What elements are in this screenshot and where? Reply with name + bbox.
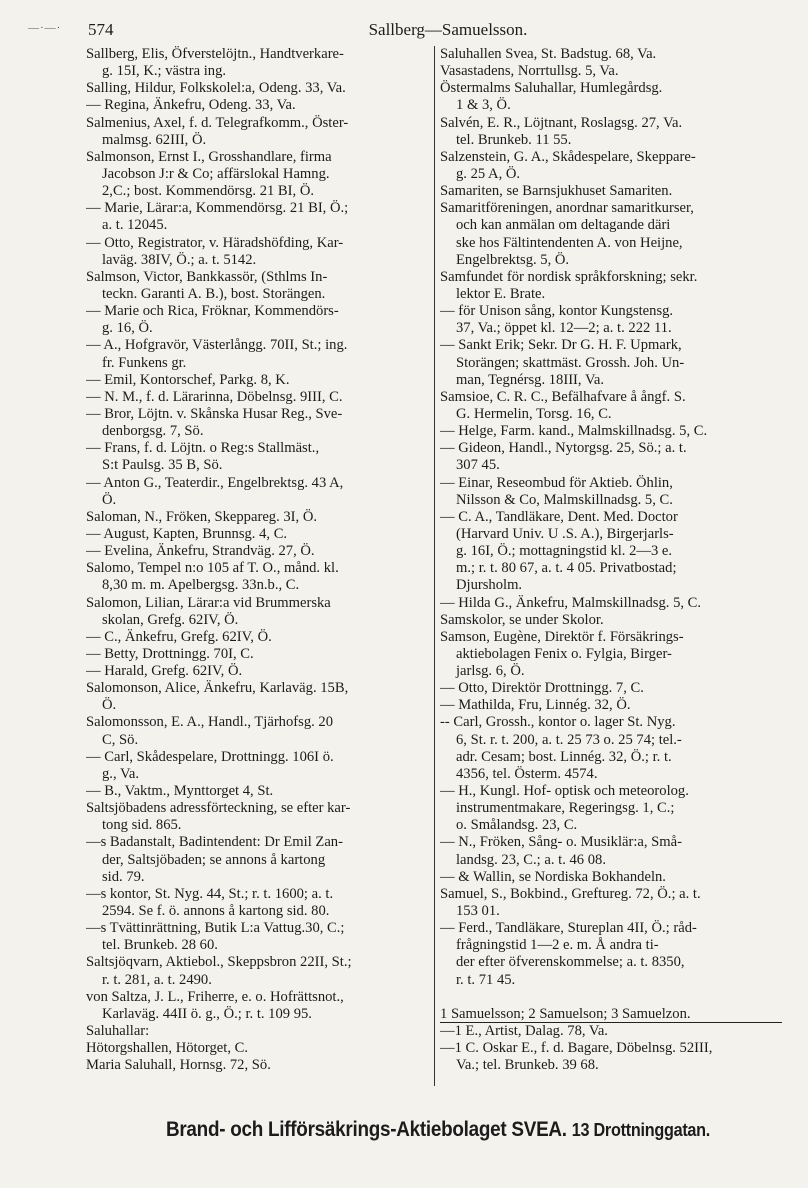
entry-line: Samsioe, C. R. C., Befälhafvare å ångf. S. bbox=[440, 388, 686, 405]
entry-line: Maria Saluhall, Hornsg. 72, Sö. bbox=[86, 1057, 271, 1074]
entry-line: Karlaväg. 44II ö. g., Ö.; r. t. 109 95. bbox=[102, 1005, 312, 1022]
entry-line: C, Sö. bbox=[102, 731, 139, 748]
entry-line: 1 Samuelsson; 2 Samuelson; 3 Samuelzon. bbox=[440, 1005, 691, 1022]
entry-line: — Anton G., Teaterdir., Engelbrektsg. 43 A, bbox=[86, 474, 344, 491]
banner-address: 13 Drottninggatan. bbox=[571, 1120, 711, 1140]
entry-line: — Mathilda, Fru, Linnég. 32, Ö. bbox=[440, 697, 631, 714]
entry-line: — H., Kungl. Hof- optisk och meteorolog. bbox=[440, 783, 689, 800]
page-header bbox=[28, 20, 768, 44]
entry-line: — Otto, Registrator, v. Häradshöfding, Kar- bbox=[86, 234, 344, 251]
entry-line: — N. M., f. d. Lärarinna, Döbelnsg. 9III, C. bbox=[86, 388, 343, 405]
section-rule bbox=[440, 1022, 782, 1023]
entry-line: — C. A., Tandläkare, Dent. Med. Doctor bbox=[440, 508, 678, 525]
entry-line: Salomon, Lilian, Lärar:a vid Brummerska bbox=[86, 594, 331, 611]
entry-line: Salvén, E. R., Löjtnant, Roslagsg. 27, Va. bbox=[440, 114, 683, 131]
entry-line: Va.; tel. Brunkeb. 39 68. bbox=[456, 1057, 599, 1074]
entry-line: (Harvard Univ. U .S. A.), Birgerjarls- bbox=[456, 525, 674, 542]
entry-line: Sallberg, Elis, Öfverstelöjtn., Handtverkare- bbox=[86, 46, 344, 62]
entry-line: g. 16I, Ö.; mottagningstid kl. 2—3 e. bbox=[456, 543, 673, 560]
entry-line: 1 & 3, Ö. bbox=[456, 97, 511, 114]
entry-line: —s Tvättinrättning, Butik L:a Vattug.30, C.; bbox=[86, 920, 345, 937]
entry-line: Saluhallar: bbox=[86, 1023, 150, 1040]
entry-line: — Hilda G., Änkefru, Malmskillnadsg. 5, C. bbox=[440, 594, 702, 611]
entry-line: 8,30 m. m. Apelbergsg. 33n.b., C. bbox=[102, 577, 300, 594]
entry-line: Samfundet för nordisk språkforskning; sekr. bbox=[440, 268, 698, 285]
entry-line: — Betty, Drottningg. 70I, C. bbox=[86, 645, 254, 662]
entry-line: landsg. 23, C.; a. t. 46 08. bbox=[456, 851, 606, 868]
entry-line: Vasastadens, Norrtullsg. 5, Va. bbox=[440, 63, 619, 80]
entry-line: instrumentmakare, Regeringsg. 1, C.; bbox=[456, 800, 675, 817]
entry-line: laväg. 38IV, Ö.; a. t. 5142. bbox=[102, 251, 257, 268]
entry-line: Engelbrektsg. 5, Ö. bbox=[456, 251, 570, 268]
entry-line: — C., Änkefru, Grefg. 62IV, Ö. bbox=[86, 628, 272, 645]
entry-line: lektor E. Brate. bbox=[456, 285, 546, 302]
entry-line: — Gideon, Handl., Nytorgsg. 25, Sö.; a. t. bbox=[440, 440, 687, 457]
entry-line: — Bror, Löjtn. v. Skånska Husar Reg., Sve- bbox=[86, 405, 343, 422]
entry-line: — Emil, Kontorschef, Parkg. 8, K. bbox=[86, 371, 290, 388]
entry-line: denborgsg. 7, Sö. bbox=[102, 423, 204, 440]
entry-line: — A., Hofgravör, Västerlångg. 70II, St.; ing. bbox=[86, 337, 348, 354]
entry-line: — August, Kapten, Brunnsg. 4, C. bbox=[86, 525, 288, 542]
entry-line: S:t Paulsg. 35 B, Sö. bbox=[102, 457, 223, 474]
left-column bbox=[86, 46, 433, 1074]
margin-mark: —·—· bbox=[28, 22, 62, 34]
entry-line: man, Tegnérsg. 18III, Va. bbox=[456, 371, 604, 388]
entry-line: — Einar, Reseombud för Aktieb. Öhlin, bbox=[440, 474, 673, 491]
entry-line: Salmson, Victor, Bankkassör, (Sthlms In- bbox=[86, 268, 328, 285]
entry-line: ske hos Fältintendenten A. von Heijne, bbox=[456, 234, 683, 251]
entry-line: och kan anmälan om deltagande däri bbox=[456, 217, 671, 234]
entry-line: teckn. Garanti A. B.), bost. Storängen. bbox=[102, 285, 326, 302]
entry-line: — för Unison sång, kontor Kungstensg. bbox=[440, 303, 674, 320]
entry-line: —1 C. Oskar E., f. d. Bagare, Döbelnsg. 52III, bbox=[440, 1040, 713, 1057]
entry-line: Samuel, S., Bokbind., Greftureg. 72, Ö.; a. t. bbox=[440, 885, 701, 902]
entry-line: —s kontor, St. Nyg. 44, St.; r. t. 1600; a. t. bbox=[86, 885, 334, 902]
entry-line: Salzenstein, G. A., Skådespelare, Skeppare- bbox=[440, 148, 696, 165]
entry-line: 307 45. bbox=[456, 457, 500, 474]
entry-line: — Carl, Skådespelare, Drottningg. 106I ö. bbox=[86, 748, 334, 765]
entry-line: der, Saltsjöbaden; se annons å kartong bbox=[102, 851, 326, 868]
entry-line: —s Badanstalt, Badintendent: Dr Emil Zan- bbox=[86, 834, 343, 851]
advertisement-banner bbox=[123, 1118, 753, 1142]
banner-company: Brand- och Lifförsäkrings-Aktiebolaget SVEA. bbox=[165, 1118, 567, 1141]
entry-line: g. 16, Ö. bbox=[102, 320, 153, 337]
entry-line: — N., Fröken, Sång- o. Musiklär:a, Små- bbox=[440, 834, 682, 851]
entry-line: aktiebolagen Fenix o. Fylgia, Birger- bbox=[456, 645, 672, 662]
entry-line: Ö. bbox=[102, 491, 117, 508]
entry-line: — Ferd., Tandläkare, Stureplan 4II, Ö.; råd- bbox=[440, 920, 697, 937]
entry-line: 2594. Se f. ö. annons å kartong sid. 80. bbox=[102, 903, 330, 920]
entry-line: -- Carl, Grossh., kontor o. lager St. Nyg. bbox=[440, 714, 676, 731]
entry-line: Ö. bbox=[102, 697, 117, 714]
entry-line: Samariten, se Barnsjukhuset Samariten. bbox=[440, 183, 673, 200]
entry-line: 153 01. bbox=[456, 903, 500, 920]
entry-line: der efter öfverenskommelse; a. t. 8350, bbox=[456, 954, 685, 971]
entry-line: G. Hermelin, Torsg. 16, C. bbox=[456, 405, 612, 422]
entry-line: m.; r. t. 80 67, a. t. 4 05. Privatbostad; bbox=[456, 560, 677, 577]
entry-line: tel. Brunkeb. 11 55. bbox=[456, 131, 572, 148]
entry-line: Salmonson, Ernst I., Grosshandlare, firma bbox=[86, 148, 332, 165]
entry-line: — Frans, f. d. Löjtn. o Reg:s Stallmäst., bbox=[86, 440, 320, 457]
entry-line: g. 15I, K.; västra ing. bbox=[102, 63, 227, 80]
entry-line: tong sid. 865. bbox=[102, 817, 182, 834]
entry-line: Östermalms Saluhallar, Humlegårdsg. bbox=[440, 80, 663, 97]
entry-line: Samskolor, se under Skolor. bbox=[440, 611, 604, 628]
right-column bbox=[440, 46, 792, 1074]
entry-line: — Otto, Direktör Drottningg. 7, C. bbox=[440, 680, 644, 697]
entry-line: skolan, Grefg. 62IV, Ö. bbox=[102, 611, 239, 628]
entry-line: — Harald, Grefg. 62IV, Ö. bbox=[86, 663, 243, 680]
entry-line: — & Wallin, se Nordiska Bokhandeln. bbox=[440, 868, 666, 885]
running-title: Sallberg—Samuelsson. bbox=[368, 20, 528, 39]
entry-line: Saltsjöqvarn, Aktiebol., Skeppsbron 22II, St.; bbox=[86, 954, 352, 971]
entry-line: — Sankt Erik; Sekr. Dr G. H. F. Upmark, bbox=[440, 337, 682, 354]
entry-line: Salmenius, Axel, f. d. Telegrafkomm., Öster- bbox=[86, 114, 349, 131]
entry-line: — Regina, Änkefru, Odeng. 33, Va. bbox=[86, 97, 296, 114]
entry-line: Saltsjöbadens adressförteckning, se efter kar- bbox=[86, 800, 351, 817]
entry-line: Samaritföreningen, anordnar samaritkurser, bbox=[440, 200, 694, 217]
entry-line: Jacobson J:r & Co; affärslokal Hamng. bbox=[102, 165, 330, 182]
entry-line: —1 E., Artist, Dalag. 78, Va. bbox=[440, 1023, 608, 1040]
entry-line: — Marie och Rica, Fröknar, Kommendörs- bbox=[86, 303, 339, 320]
entry-line: adr. Cesam; bost. Linnég. 32, Ö.; r. t. bbox=[456, 748, 672, 765]
entry-line: — Marie, Lärar:a, Kommendörsg. 21 BI, Ö.; bbox=[86, 200, 349, 217]
entry-line: sid. 79. bbox=[102, 868, 145, 885]
entry-line: Nilsson & Co, Malmskillnadsg. 5, C. bbox=[456, 491, 673, 508]
entry-line: frågningstid 1—2 e. m. Å andra ti- bbox=[456, 937, 659, 954]
entry-line: Salomonson, Alice, Änkefru, Karlaväg. 15B, bbox=[86, 680, 349, 697]
entry-line: jarlsg. 6, Ö. bbox=[456, 663, 525, 680]
entry-line: von Saltza, J. L., Friherre, e. o. Hofrättsnot., bbox=[86, 988, 344, 1005]
entry-line: o. Smålandsg. 23, C. bbox=[456, 817, 578, 834]
entry-line: 2,C.; bost. Kommendörsg. 21 BI, Ö. bbox=[102, 183, 315, 200]
entry-line: Samson, Eugène, Direktör f. Försäkrings- bbox=[440, 628, 684, 645]
entry-line: g. 25 A, Ö. bbox=[456, 165, 521, 182]
entry-line: — B., Vaktm., Mynttorget 4, St. bbox=[86, 783, 274, 800]
entry-line: — Evelina, Änkefru, Strandväg. 27, Ö. bbox=[86, 543, 315, 560]
column-divider bbox=[434, 46, 435, 1086]
entry-line: malmsg. 62III, Ö. bbox=[102, 131, 207, 148]
entry-line: r. t. 71 45. bbox=[456, 971, 516, 988]
entry-line: 6, St. r. t. 200, a. t. 25 73 o. 25 74; tel.- bbox=[456, 731, 682, 748]
entry-line: r. t. 281, a. t. 2490. bbox=[102, 971, 212, 988]
page-number: 574 bbox=[88, 20, 114, 39]
entry-line: Hötorgshallen, Hötorget, C. bbox=[86, 1040, 249, 1057]
entry-line: 4356, tel. Österm. 4574. bbox=[456, 765, 598, 782]
entry-line: a. t. 12045. bbox=[102, 217, 168, 234]
entry-line bbox=[440, 989, 792, 1006]
entry-line: Salomonsson, E. A., Handl., Tjärhofsg. 20 bbox=[86, 714, 334, 731]
entry-line: fr. Funkens gr. bbox=[102, 354, 187, 371]
entry-line: tel. Brunkeb. 28 60. bbox=[102, 937, 218, 954]
entry-line: Djursholm. bbox=[456, 577, 523, 594]
entry-line: Salling, Hildur, Folkskolel:a, Odeng. 33, Va. bbox=[86, 80, 346, 97]
entry-line: — Helge, Farm. kand., Malmskillnadsg. 5, C. bbox=[440, 423, 708, 440]
entry-line: g., Va. bbox=[102, 765, 140, 782]
entry-line: Saloman, N., Fröken, Skeppareg. 3I, Ö. bbox=[86, 508, 318, 525]
entry-line: Salomo, Tempel n:o 105 af T. O., månd. kl. bbox=[86, 560, 339, 577]
entry-line: Saluhallen Svea, St. Badstug. 68, Va. bbox=[440, 46, 657, 62]
entry-line: 37, Va.; öppet kl. 12—2; a. t. 222 11. bbox=[456, 320, 672, 337]
entry-line: Storängen; skattmäst. Grossh. Joh. Un- bbox=[456, 354, 685, 371]
